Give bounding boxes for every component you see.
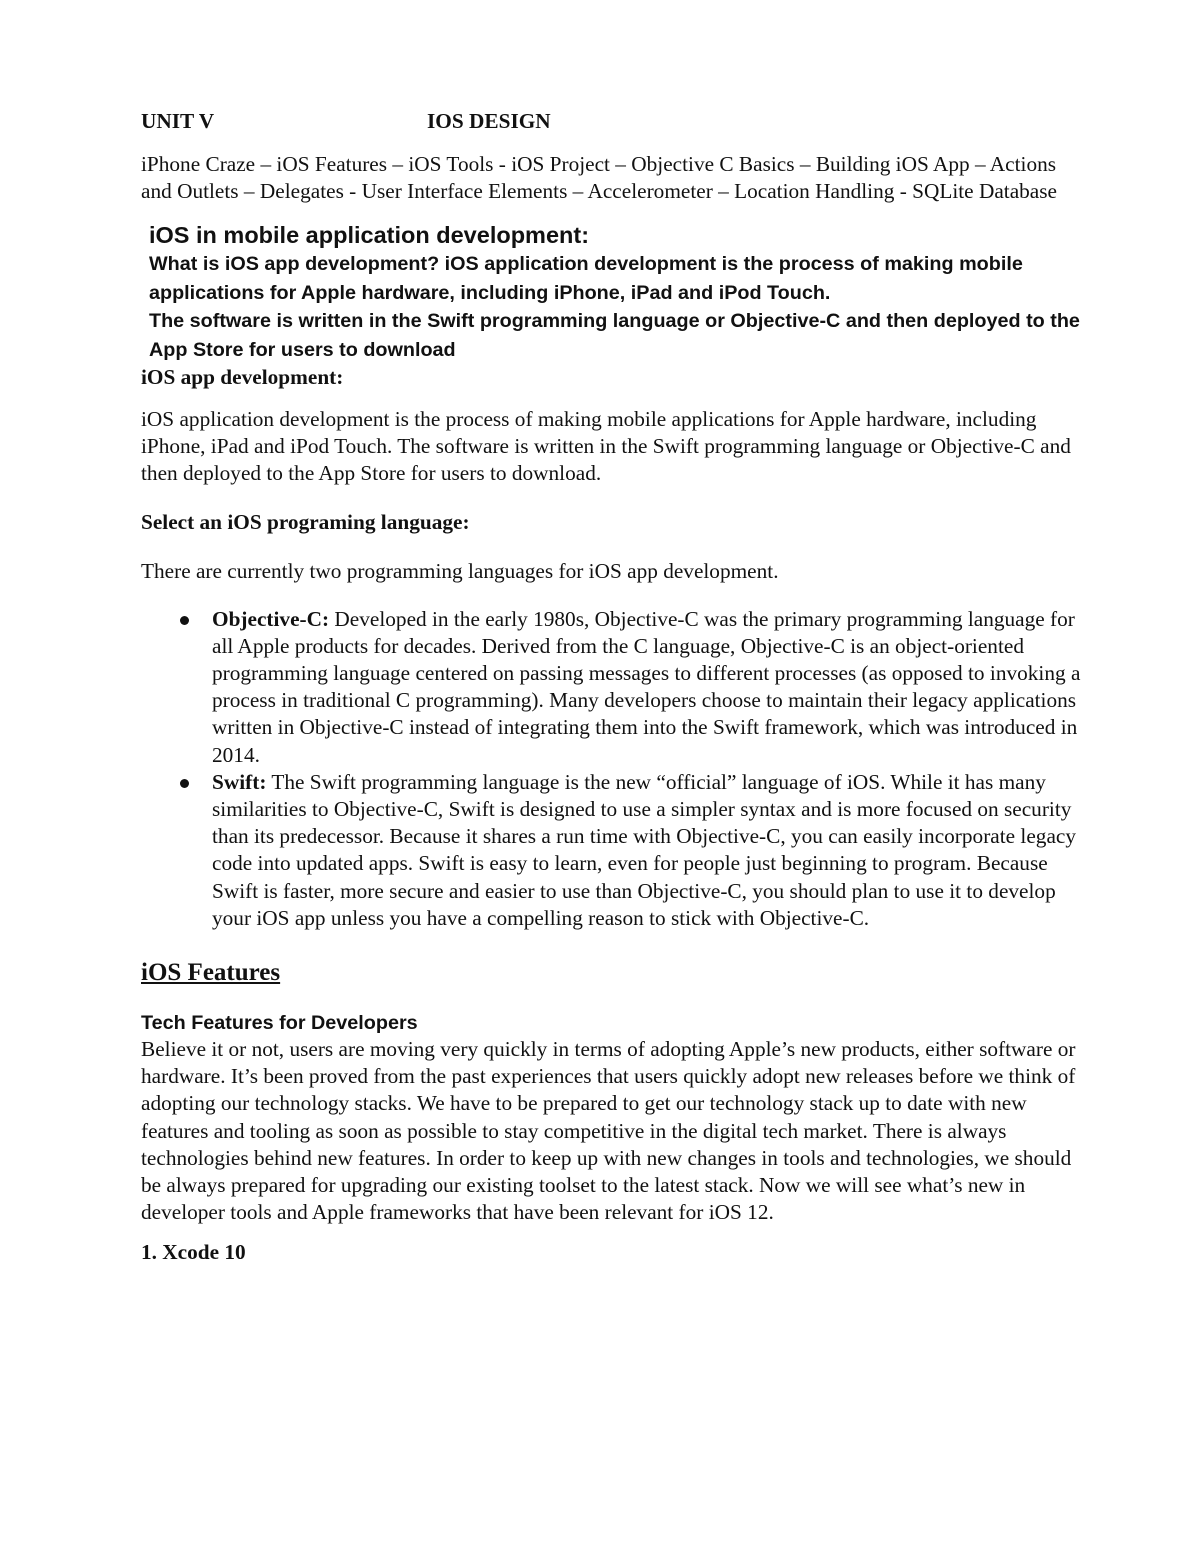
mobile-development-section [149, 220, 1086, 364]
bullet-dot-icon [180, 616, 189, 625]
unit-label: UNIT V [141, 109, 215, 133]
list-item-swift [141, 769, 1086, 932]
ios-features-heading: iOS Features [141, 959, 281, 987]
app-development-heading: iOS app development: [141, 365, 344, 390]
unit-title: IOS DESIGN [427, 109, 551, 133]
bullet-text: The Swift programming language is the new “official” language of iOS. While it has many similarities to Objective-C, Swift is designed to use a simpler syntax and is more focused on security than its predecessor. Because it shares a run time with Objective-C, you can easily incorporate legacy code into updated apps. Swift is easy to learn, even for people just beginning to program. Because Swift is faster, more secure and easier to use than Objective-C, you should plan to use it to develop your iOS app unless you have a compelling reason to stick with Objective-C. [212, 769, 1077, 930]
bullet-text: Developed in the early 1980s, Objective-C was the primary programming language for all Apple products for decades. Derived from the C language, Objective-C is an object-oriented programming language centered on passing messages to different processes (as opposed to invoking a process in traditional C programming). Many developers choose to maintain their legacy applications written in Objective-C instead of integrating them into the Swift framework, which was introduced in 2014. [212, 606, 1081, 767]
document-page [141, 106, 1086, 1267]
unit-header [141, 106, 1086, 136]
language-bullet-list [141, 606, 1086, 932]
xcode-item-heading: 1. Xcode 10 [141, 1240, 246, 1265]
mobile-development-heading: iOS in mobile application development: [149, 222, 590, 249]
bullet-term: Swift: [212, 769, 267, 794]
topics-list: iPhone Craze – iOS Features – iOS Tools - iOS Project – Objective C Basics – Building iOS App – Actions and Outlets – Delegates - User Interface Elements – Accelerometer – Location Handling - SQLite Database [141, 152, 1058, 204]
tech-features-para: Believe it or not, users are moving very quickly in terms of adopting Apple’s new products, either software or hardware. It’s been proved from the past experiences that users quickly adopt new releases before we think of adopting our technology stacks. We have to be prepared to get our technology stack up to date with new features and tooling as soon as possible to stay competitive in the digital tech market. There is always technologies behind new features. In order to keep up with new changes in tools and technologies, we should be always prepared for upgrading our existing toolset to the latest stack. Now we will see what’s new in developer tools and Apple frameworks that have been relevant for iOS 12. [141, 1037, 1076, 1225]
mobile-development-para-2: The software is written in the Swift programming language or Objective-C and then deployed to the App Store for users to download [149, 310, 1080, 361]
app-development-para: iOS application development is the process of making mobile applications for Apple hardware, including iPhone, iPad and iPod Touch. The software is written in the Swift programming language or Objective-C and then deployed to the App Store for users to download. [141, 406, 1071, 486]
language-intro: There are currently two programming languages for iOS app development. [141, 559, 779, 584]
language-heading: Select an iOS programing language: [141, 510, 470, 535]
mobile-development-para-1: What is iOS app development? iOS application development is the process of making mobile applications for Apple hardware, including iPhone, iPad and iPod Touch. [149, 253, 1023, 304]
tech-features-heading: Tech Features for Developers [141, 1012, 418, 1035]
bullet-term: Objective-C: [212, 606, 330, 631]
bullet-dot-icon [180, 779, 189, 788]
list-item-objective-c [141, 606, 1086, 769]
